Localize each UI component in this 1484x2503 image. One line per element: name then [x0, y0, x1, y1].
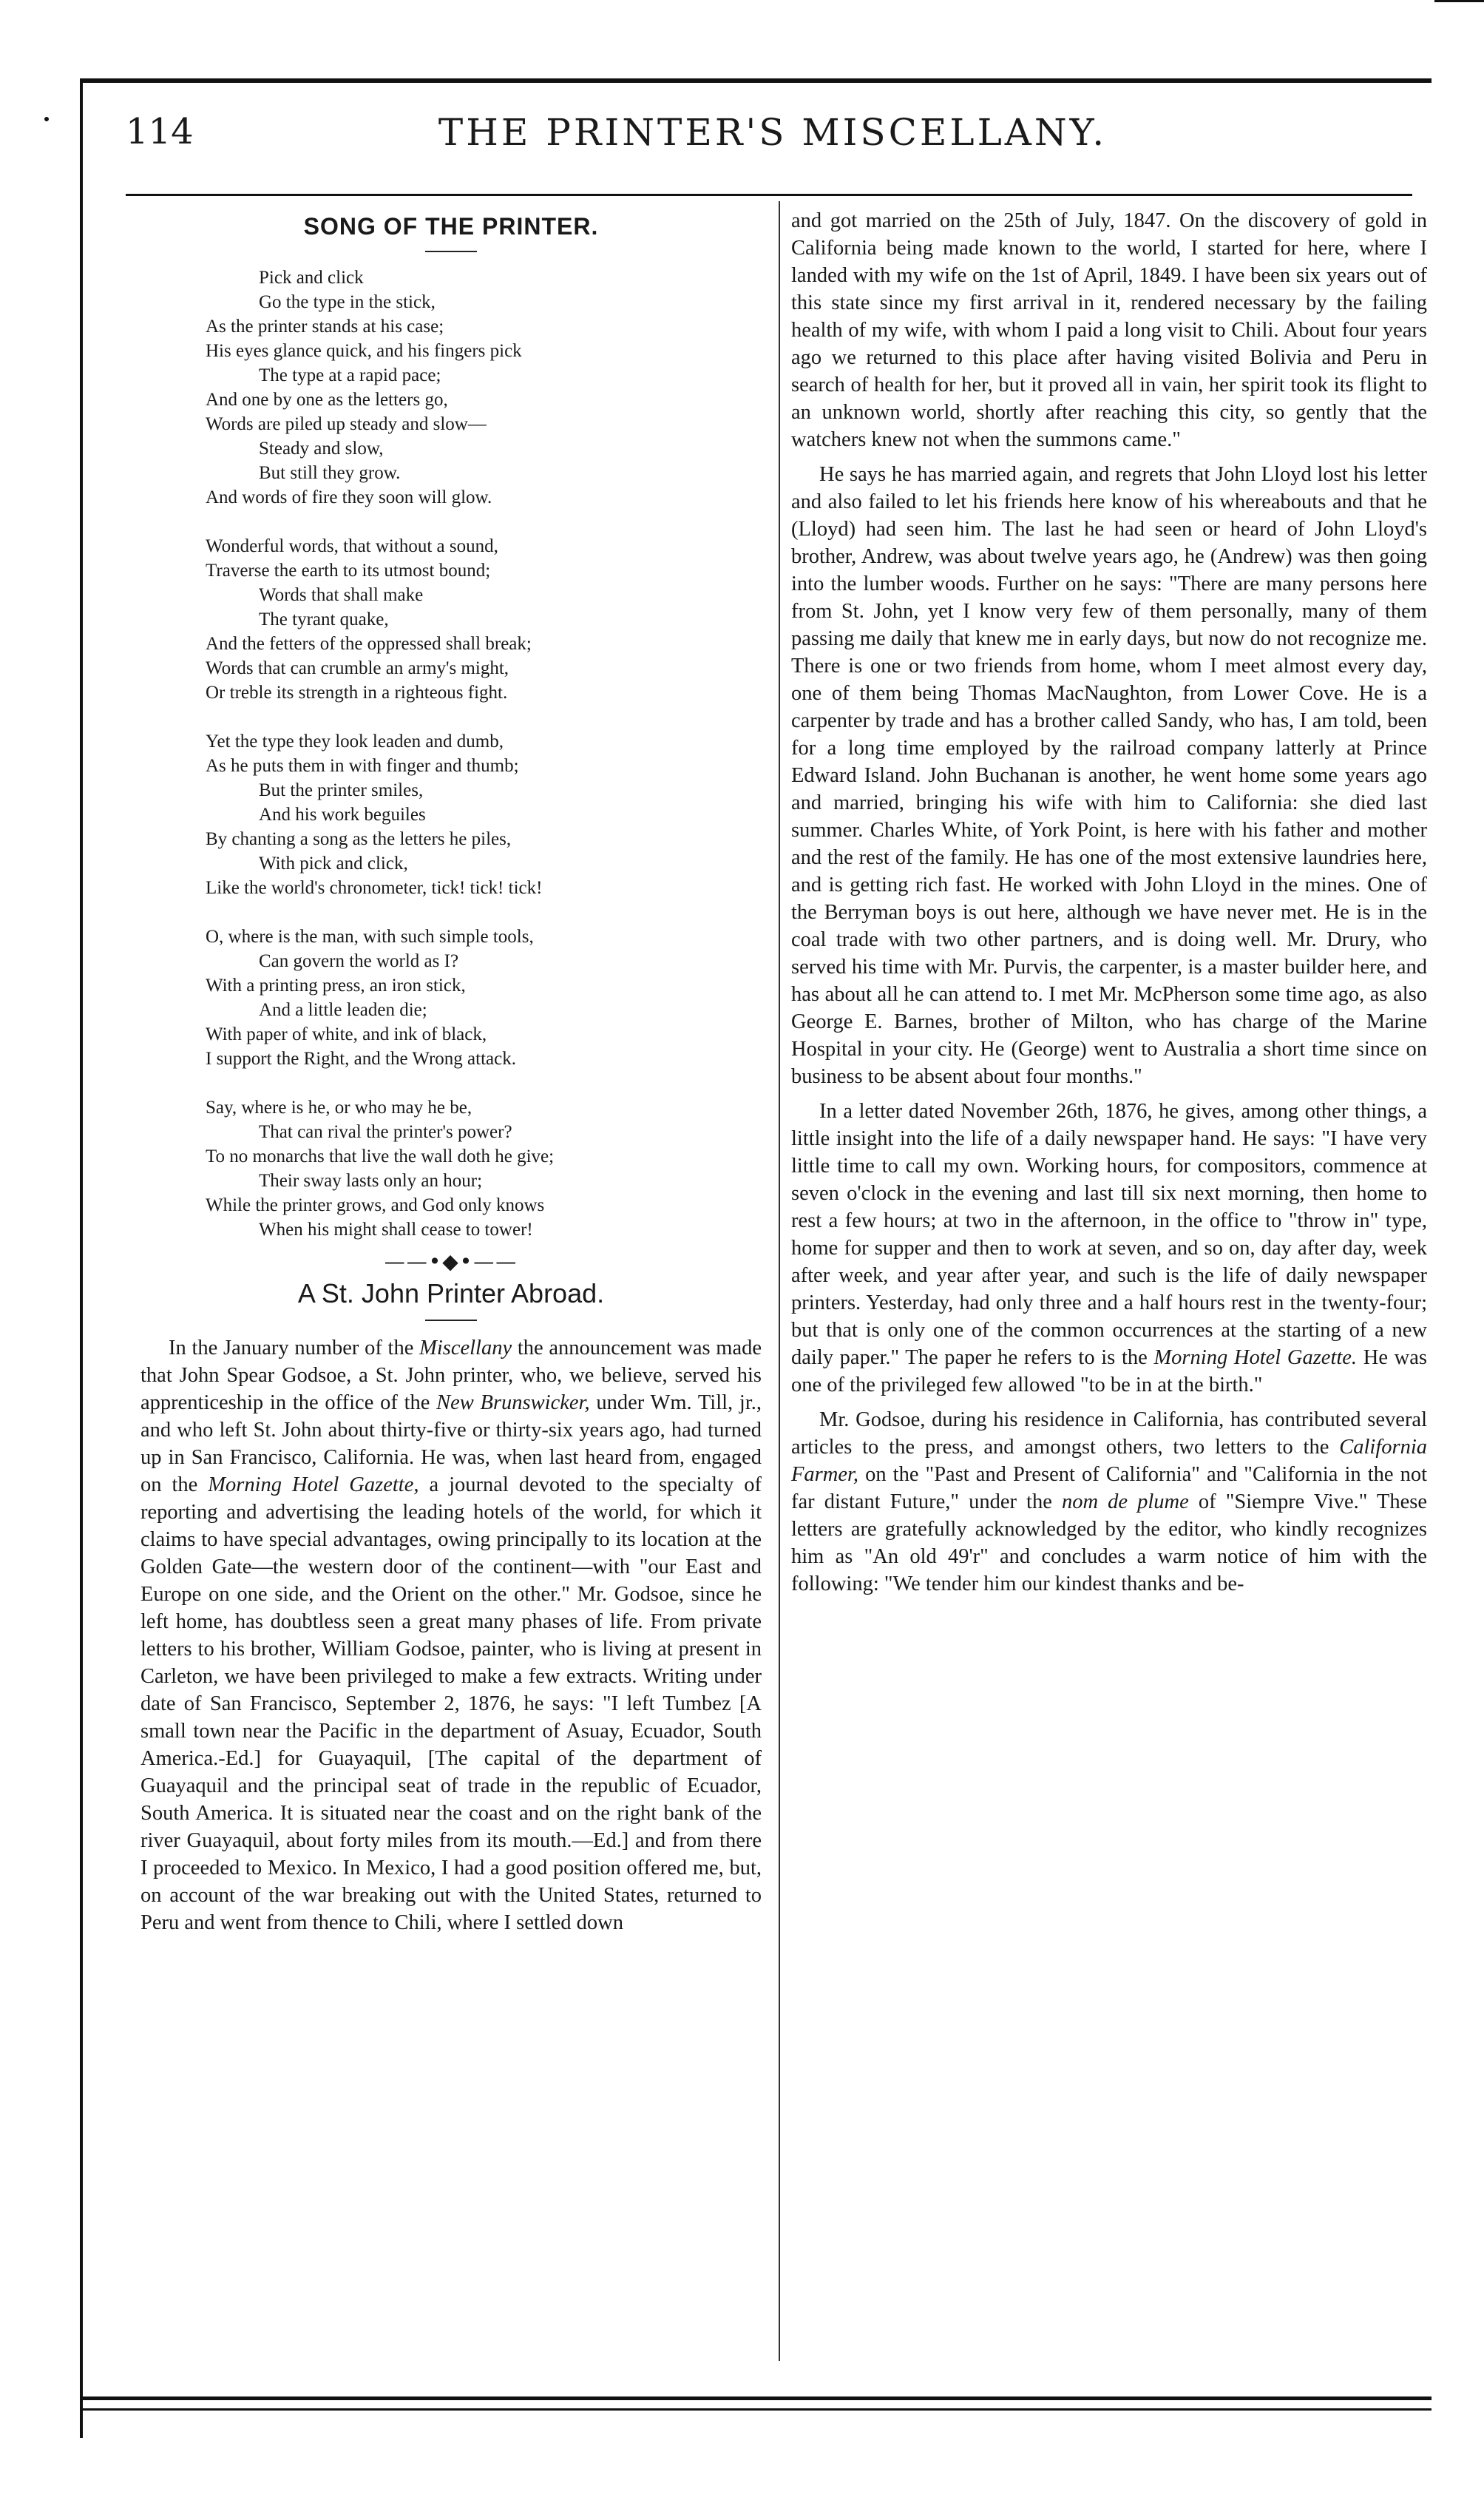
text-run: He was one of the privileged few allowed "to be in at the birth." — [791, 1346, 1427, 1396]
poem-line: Their sway lasts only an hour; — [259, 1171, 483, 1191]
poem-body — [206, 266, 762, 1242]
poem-line: And the fetters of the oppressed shall break; — [206, 634, 532, 654]
poem-line: Or treble its strength in a righteous fight. — [206, 683, 508, 703]
poem-line: While the printer grows, and God only knows — [206, 1195, 545, 1215]
poem-line: Words that shall make — [259, 585, 424, 605]
poem-line: The tyrant quake, — [259, 609, 389, 629]
poem-title: SONG OF THE PRINTER. — [303, 213, 599, 240]
poem-line: Words are piled up steady and slow— — [206, 414, 487, 434]
poem-line: And words of fire they soon will glow. — [206, 487, 492, 507]
poem-line: I support the Right, and the Wrong attack. — [206, 1049, 516, 1069]
margin-dot — [44, 117, 49, 121]
column-divider — [779, 201, 780, 2361]
right-column — [791, 207, 1427, 1598]
poem-line: O, where is the man, with such simple tools, — [206, 927, 534, 947]
article-body-right — [791, 207, 1427, 1598]
poem-line: Go the type in the stick, — [259, 292, 436, 312]
poem-line: With pick and click, — [259, 854, 408, 874]
text-run: on the "Past and Present of California" and "California in the not far distant Future," under the — [791, 1463, 1427, 1513]
poem-line: As he puts them in with finger and thumb; — [206, 756, 519, 776]
text-run: a journal devoted to the specialty of reporting and advertising the leading hotels of the world, for which it claims to have special advantages, owing principally to its location at the Golden Gate—the western door of the continent—with "our East and Europe on one side, and the Orient on the other." Mr. Godsoe, since he left home, has doubtless seen a great many phases of life. From private letters to his brother, William Godsoe, painter, who is living at present in Carleton, we have been privileged to make a few extracts. Writing under date of San Francisco, September 2, 1876, he says: "I left Tumbez [A small town near the Pacific in the department of Asuay, Ecuador, South America.-Ed.] for Guayaquil, [The capital of the department of Guayaquil and the principal seat of trade in the republic of Ecuador, South America. It is situated near the coast and on the right bank of the river Guayaquil, about forty miles from its mouth.—Ed.] and from there I proceeded to Mexico. In Mexico, I had a good position offered me, but, on account of the war breaking out with the United States, returned to Peru and went from thence to Chili, where I settled down — [140, 1473, 762, 1934]
poem-line: Steady and slow, — [259, 439, 384, 459]
article-paragraph — [791, 461, 1427, 1090]
poem-line: The type at a rapid pace; — [259, 365, 441, 385]
poem-line: Words that can crumble an army's might, — [206, 658, 509, 678]
text-run: He says he has married again, and regrets that John Lloyd lost his letter and also failed to let his friends here know of his whereabouts and that he (Lloyd) had seen him. The last he had seen or heard of John Lloyd's brother, Andrew, was about twelve years ago, he (Andrew) was then going into the lumber woods. Further on he says: "There are many persons here from St. John, yet I know very few of them personally, many of them passing me daily that knew me in early days, but now do not recognize me. There is one or two friends from home, whom I meet almost every day, one of them being Thomas MacNaughton, from Lower Cove. He is a carpenter by trade and has a brother called Sandy, who has, I am told, been for a long time employed by the railroad company latterly at Prince Edward Island. John Buchanan is another, he went home some years ago and married, bringing his wife with him to California: she died last summer. Charles White, of York Point, is here with his father and mother and the rest of the family. He has one of the most extensive laundries here, and is getting rich fast. He worked with John Lloyd in the mines. One of the Berryman boys is out here, although we have never met. He is in the coal trade with two other partners, and is doing well. Mr. Drury, who served his time with Mr. Purvis, the carpenter, is a master builder here, and has about all he can attend to. I met Mr. McPherson some time ago, as also George E. Barnes, brother of Milton, who has charge of the Marine Hospital in your city. He (George) went to Australia a short time since on business to be absent about four months." — [791, 463, 1427, 1088]
article-paragraph — [140, 1334, 762, 1936]
article-paragraph — [791, 1406, 1427, 1598]
page-frame-bottom-inner — [80, 2408, 1432, 2411]
poem-stanza — [206, 534, 762, 705]
text-run: In the January number of the — [169, 1337, 420, 1359]
section-ornament: ——•◆•—— — [384, 1249, 518, 1274]
poem-line: As the printer stands at his case; — [206, 317, 444, 337]
poem-line: But the printer smiles, — [259, 780, 424, 800]
poem-line: Like the world's chronometer, tick! tick! tick! — [206, 878, 543, 898]
italic-title: Miscellany — [419, 1337, 512, 1359]
italic-title: California Farmer, — [791, 1436, 1427, 1486]
article-paragraph — [791, 207, 1427, 453]
poem-stanza — [206, 266, 762, 510]
page-frame-left — [80, 78, 83, 2438]
header-rule — [126, 194, 1412, 196]
poem-line: And a little leaden die; — [259, 1000, 427, 1020]
poem-line: His eyes glance quick, and his fingers pick — [206, 341, 522, 361]
poem-line: By chanting a song as the letters he piles, — [206, 829, 512, 849]
page-frame-top — [80, 78, 1432, 83]
poem-line: With a printing press, an iron stick, — [206, 976, 466, 996]
italic-title: Morning Hotel Gazette. — [1153, 1346, 1358, 1369]
poem-stanza — [206, 925, 762, 1071]
text-run: under Wm. Till, jr., and who left St. John about thirty-five or thirty-six years ago, had turned up in San Francisco, California. He was, when last heard from, engaged on the — [140, 1391, 762, 1496]
poem-line: Say, where is he, or who may he be, — [206, 1098, 472, 1118]
italic-title: nom de plume — [1061, 1490, 1189, 1513]
article-body-left — [140, 1334, 762, 1936]
poem-line: But still they grow. — [259, 463, 401, 483]
article-title: A St. John Printer Abroad. — [297, 1278, 605, 1308]
poem-stanza — [206, 729, 762, 900]
article-paragraph — [791, 1098, 1427, 1399]
text-run: of "Siempre Vive." These letters are gratefully acknowledged by the editor, who kindly recognizes him as "An old 49'r" and concludes a warm notice of him with the following: "We tender him our kindest thanks and be- — [791, 1490, 1427, 1595]
italic-title: New Brunswicker, — [436, 1391, 590, 1414]
poem-line: Pick and click — [259, 268, 364, 288]
poem-line: To no monarchs that live the wall doth he give; — [206, 1146, 555, 1166]
title-rule — [425, 251, 477, 252]
poem-line: When his might shall cease to tower! — [259, 1220, 533, 1240]
page-frame-bottom — [80, 2396, 1432, 2400]
text-run: and got married on the 25th of July, 1847. On the discovery of gold in California being made known to the world, I started for here, where I landed with my wife on the 1st of April, 1849. I have been six years out of this state since my first arrival in it, rendered necessary by the failing health of my wife, with whom I paid a long visit to Chili. About four years ago we returned to this place after having visited Bolivia and Peru in search of health for her, but it proved all in vain, her spirit took its flight to an unknown world, shortly after reaching this city, so gently that the watchers knew not when the summons came." — [791, 209, 1427, 451]
left-column — [140, 207, 762, 1936]
poem-line: With paper of white, and ink of black, — [206, 1024, 487, 1044]
page-header — [126, 111, 1383, 163]
poem-line: And one by one as the letters go, — [206, 390, 448, 410]
running-title: THE PRINTER'S MISCELLANY. — [438, 111, 1108, 154]
text-run: In a letter dated November 26th, 1876, he gives, among other things, a little insight into the life of a daily newspaper hand. He says: "I have very little time to call my own. Working hours, for compositors, commence at seven o'clock in the evening and last till six next morning, then home to rest a few hours; at two in the afternoon, in the office to "throw in" type, home for supper and then to work at seven, and so on, day after day, week after week, and year after year, and such is the life of daily newspaper printers. Yesterday, had only three and a half hours rest in the twenty-four; but that is only one of the common occurrences at the starting of a new daily paper." The paper he refers to is the — [791, 1100, 1427, 1369]
corner-rule — [1434, 0, 1484, 2]
poem-stanza — [206, 1095, 762, 1242]
poem-line: Wonderful words, that without a sound, — [206, 536, 498, 556]
poem-line: Traverse the earth to its utmost bound; — [206, 561, 491, 581]
poem-line: Yet the type they look leaden and dumb, — [206, 732, 504, 751]
page-number: 114 — [126, 111, 194, 152]
article-title-rule — [425, 1320, 477, 1321]
poem-line: Can govern the world as I? — [259, 951, 459, 971]
poem-line: And his work beguiles — [259, 805, 426, 825]
text-run: Mr. Godsoe, during his residence in California, has contributed several articles to the press, and amongst others, two letters to the — [791, 1408, 1427, 1459]
italic-title: Morning Hotel Gazette, — [208, 1473, 419, 1496]
text-run: the announcement was made that John Spear Godsoe, a St. John printer, who, we believe, served his apprenticeship in the office of the — [140, 1337, 762, 1414]
poem-line: That can rival the printer's power? — [259, 1122, 512, 1142]
